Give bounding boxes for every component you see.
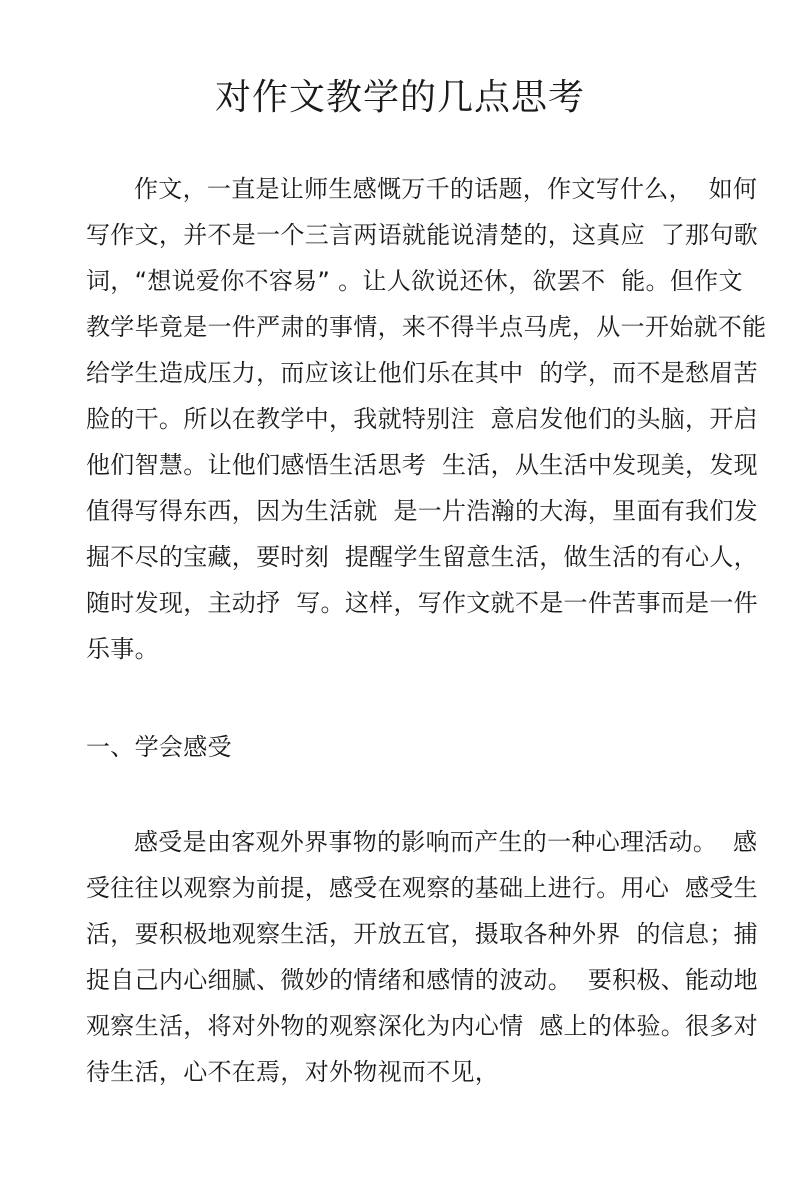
text-line: 观察生活，将对外物的观察深化为内心情 感上的体验。很多对 <box>86 1012 758 1040</box>
text-line: 乐事。 <box>86 635 159 663</box>
document-title: 对作文教学的几点思考 <box>214 77 585 118</box>
text-line: 写作文，并不是一个三言两语就能说清楚的，这真应 了那句歌 <box>86 221 758 249</box>
text-line: 捉自己内心细腻、微妙的情绪和感情的波动。 要积极、能动地 <box>86 966 758 994</box>
text-line: 脸的干。所以在教学中，我就特别注 意启发他们的头脑，开启 <box>86 405 758 433</box>
text-line: 作文，一直是让师生感慨万千的话题，作文写什么， 如何 <box>134 175 758 203</box>
text-line: 活，要积极地观察生活，开放五官，摄取各种外界 的信息；捕 <box>86 920 758 948</box>
text-line: 掘不尽的宝藏，要时刻 提醒学生留意生活，做生活的有心人， <box>86 543 758 571</box>
text-line: 待生活，心不在焉，对外物视而不见， <box>86 1058 500 1086</box>
text-line: 教学毕竟是一件严肃的事情，来不得半点马虎，从一开始就不能 <box>86 313 767 341</box>
text-line: 词，“想说爱你不容易” 。让人欲说还休，欲罢不 能。但作文 <box>86 267 743 295</box>
text-line: 感受是由客观外界事物的影响而产生的一种心理活动。 感 <box>134 828 758 856</box>
section-heading: 一、学会感受 <box>86 733 232 761</box>
text-line: 随时发现，主动抒 写。这样，写作文就不是一件苦事而是一件 <box>86 589 758 617</box>
text-line: 他们智慧。让他们感悟生活思考 生活，从生活中发现美，发现 <box>86 451 758 479</box>
text-line: 值得写得东西，因为生活就 是一片浩瀚的大海，里面有我们发 <box>86 497 758 525</box>
text-line: 受往往以观察为前提，感受在观察的基础上进行。用心 感受生 <box>86 874 758 902</box>
text-line: 给学生造成压力，而应该让他们乐在其中 的学，而不是愁眉苦 <box>86 359 758 387</box>
